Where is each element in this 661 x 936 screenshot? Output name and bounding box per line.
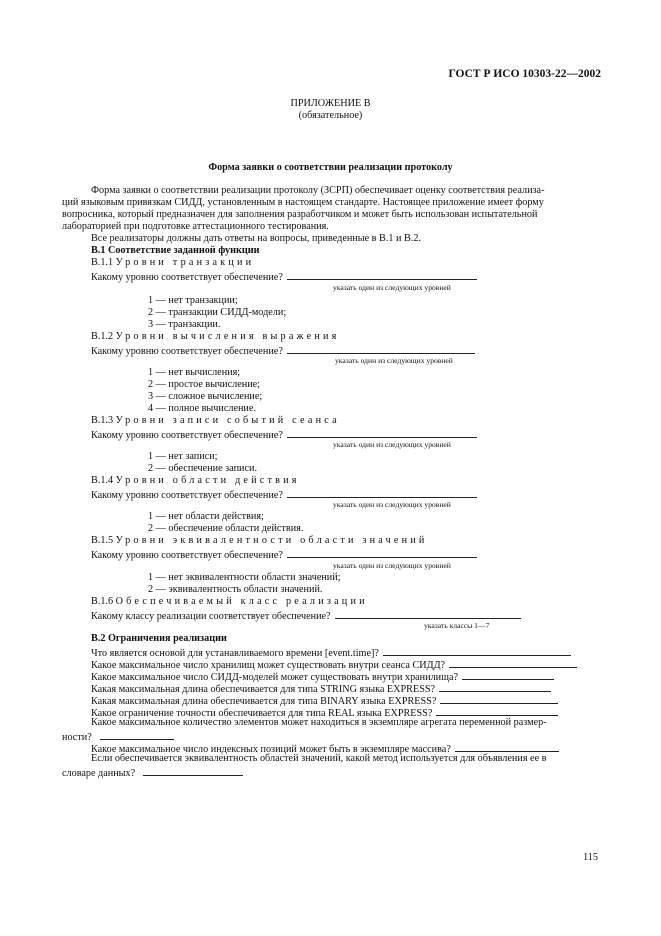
b2-q1-text: Что является основой для устанавливаемого времени [event.time]?	[91, 648, 379, 659]
b15-option-2: 2 — эквивалентность области значений.	[148, 584, 323, 595]
b2-q9-field[interactable]	[143, 765, 243, 776]
b11-title	[91, 257, 254, 269]
b1-heading: B.1 Соответствие заданной функции	[91, 245, 260, 256]
b14-option-2: 2 — обеспечение области действия.	[148, 523, 304, 534]
intro-line-3: вопросника, который предназначен для заполнения разработчиком и может быть использован испытательной	[62, 209, 538, 220]
b2-q4-text: Какая максимальная длина обеспечивается для типа STRING языка EXPRESS?	[91, 684, 436, 695]
b12-title-text: Уровни вычисления выражения	[115, 331, 340, 342]
b2-q5-text: Какая максимальная длина обеспечивается для типа BINARY языка EXPRESS?	[91, 696, 437, 707]
b12-answer-field[interactable]	[287, 343, 475, 354]
b14-label: B.1.4	[91, 475, 114, 486]
b14-answer-field[interactable]	[287, 487, 477, 498]
b14-question-text: Какому уровню соответствует обеспечение?	[91, 490, 283, 501]
b14-title	[91, 475, 300, 487]
b16-answer-field[interactable]	[335, 608, 521, 619]
b11-option-1: 1 — нет транзакции;	[148, 295, 238, 306]
b2-q6-text: Какое ограничение точности обеспечивается для типа REAL языка EXPRESS?	[91, 708, 433, 719]
b11-option-3: 3 — транзакции.	[148, 319, 221, 330]
b15-question-text: Какому уровню соответствует обеспечение?	[91, 550, 283, 561]
b11-answer-field[interactable]	[287, 269, 477, 280]
b13-title-text: Уровни записи событий сеанса	[115, 415, 340, 426]
b13-title	[91, 415, 340, 427]
b2-q7-field[interactable]	[100, 729, 174, 740]
b14-title-text: Уровни области действия	[115, 475, 300, 486]
b16-note: указать классы 1—7	[424, 621, 490, 630]
b2-q5-field[interactable]	[440, 693, 558, 704]
b11-option-2: 2 — транзакции СИДД-модели;	[148, 307, 287, 318]
b2-q3-field[interactable]	[462, 669, 554, 680]
b13-question-text: Какому уровню соответствует обеспечение?	[91, 430, 283, 441]
intro-line-4: лабораторией при подготовке аттестационного тестирования.	[62, 221, 329, 232]
b2-q9-line2	[62, 765, 243, 780]
b11-question-text: Какому уровню соответствует обеспечение?	[91, 272, 283, 283]
b12-label: B.1.2	[91, 331, 114, 342]
b15-option-1: 1 — нет эквивалентности области значений;	[148, 572, 341, 583]
b12-option-2: 2 — простое вычисление;	[148, 379, 261, 390]
appendix-subtitle: (обязательное)	[298, 110, 363, 121]
b11-question	[91, 269, 477, 284]
b2-q9-line1: Если обеспечивается эквивалентность областей значений, какой метод используется для объявления ее в	[91, 753, 547, 764]
b12-option-3: 3 — сложное вычисление;	[148, 391, 263, 402]
b11-label: B.1.1	[91, 257, 114, 268]
b15-answer-field[interactable]	[287, 547, 477, 558]
b2-q2-text: Какое максимальное число хранилищ может существовать внутри сеанса СИДД?	[91, 660, 446, 671]
b2-q8-text: Какое максимальное число индексных позиций может быть в экземпляре массива?	[91, 744, 451, 755]
b12-title	[91, 331, 340, 343]
b12-question-text: Какому уровню соответствует обеспечение?	[91, 346, 283, 357]
b15-note: указать один из следующих уровней	[333, 561, 451, 570]
intro-line-5: Все реализаторы должны дать ответы на вопросы, приведенные в B.1 и B.2.	[91, 233, 421, 244]
b2-q2-field[interactable]	[449, 657, 577, 668]
b2-q8-field[interactable]	[455, 741, 559, 752]
b12-option-4: 4 — полное вычисление.	[148, 403, 256, 414]
b2-q6-field[interactable]	[436, 705, 558, 716]
b16-title	[91, 596, 368, 608]
b13-option-1: 1 — нет записи;	[148, 451, 218, 462]
b2-q7-line1: Какое максимальное количество элементов может находиться в экземпляре агрегата переменной размер-	[91, 717, 547, 728]
b16-question-text: Какому классу реализации соответствует обеспечение?	[91, 611, 331, 622]
b11-title-text: Уровни транзакции	[115, 257, 255, 268]
form-title: Форма заявки о соответствии реализации протоколу	[208, 162, 453, 173]
b12-note: указать один из следующих уровней	[335, 356, 453, 365]
b2-q1-field[interactable]	[383, 645, 571, 656]
appendix-title: ПРИЛОЖЕНИЕ B	[290, 98, 371, 109]
page-number: 115	[583, 852, 598, 863]
b13-option-2: 2 — обеспечение записи.	[148, 463, 257, 474]
b15-question	[91, 547, 477, 562]
b12-option-1: 1 — нет вычисления;	[148, 367, 241, 378]
b15-label: B.1.5	[91, 535, 114, 546]
b2-q9-text: словаре данных?	[62, 768, 136, 779]
b2-heading: B.2 Ограничения реализации	[91, 633, 227, 644]
b16-title-text: Обеспечиваемый класс реализации	[115, 596, 368, 607]
b13-answer-field[interactable]	[287, 427, 477, 438]
b2-q4-field[interactable]	[439, 681, 551, 692]
b14-option-1: 1 — нет области действия;	[148, 511, 264, 522]
b2-q3-text: Какое максимальное число СИДД-моделей может существовать внутри хранилища?	[91, 672, 459, 683]
b14-note: указать один из следующих уровней	[333, 500, 451, 509]
b11-note: указать один из следующих уровней	[333, 283, 451, 292]
b16-label: B.1.6	[91, 596, 114, 607]
intro-line-2: ций языковым привязкам СИДД, установленным в настоящем стандарте. Настоящее приложение имеет форму	[62, 197, 544, 208]
b15-title-text: Уровни эквивалентности области значений	[115, 535, 428, 546]
b2-q7-text: ности?	[62, 732, 92, 743]
b13-note: указать один из следующих уровней	[333, 440, 451, 449]
b15-title	[91, 535, 428, 547]
b13-label: B.1.3	[91, 415, 114, 426]
header-standard: ГОСТ Р ИСО 10303-22—2002	[448, 68, 601, 80]
intro-line-1: Форма заявки о соответствии реализации протоколу (ЗСРП) обеспечивает оценку соответствия реализа-	[91, 185, 545, 196]
